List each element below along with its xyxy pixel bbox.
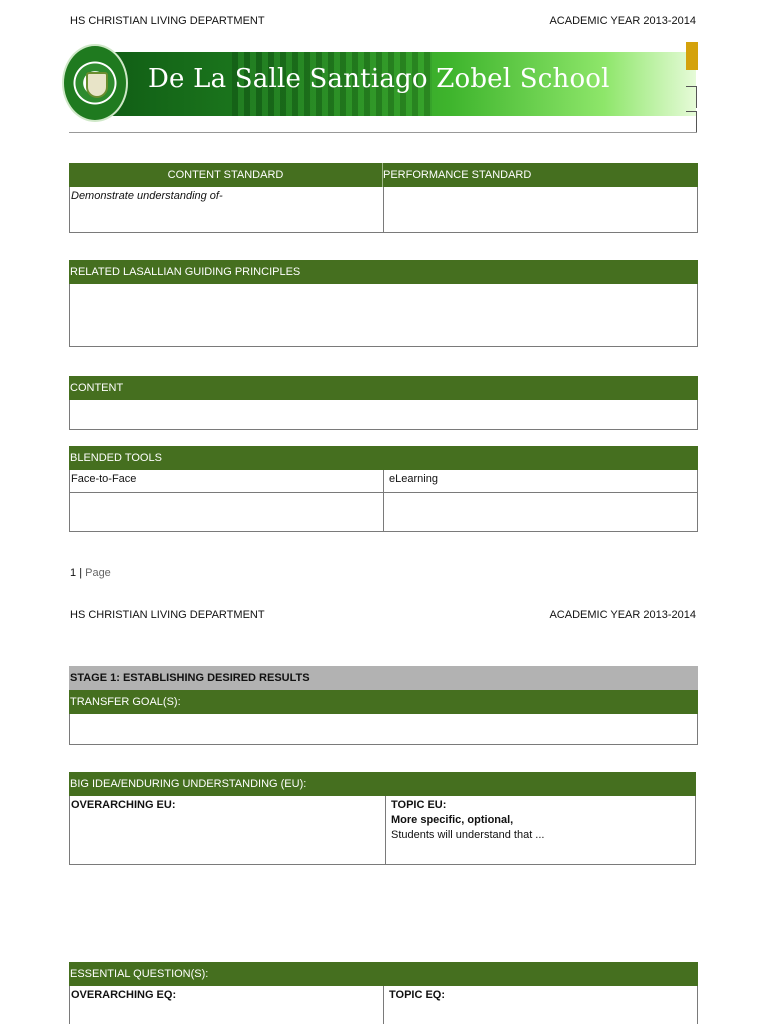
divider xyxy=(696,86,697,108)
elearning-label: eLearning xyxy=(389,473,438,485)
essential-questions-section xyxy=(69,962,698,1024)
essential-questions-header: ESSENTIAL QUESTION(S): xyxy=(69,962,698,986)
blended-tools-header: BLENDED TOOLS xyxy=(69,446,698,470)
stage1-section xyxy=(69,666,698,745)
page-number-value: 1 xyxy=(70,567,77,579)
performance-standard-header: PERFORMANCE STANDARD xyxy=(383,163,698,187)
academic-year: ACADEMIC YEAR 2013-2014 xyxy=(549,15,696,27)
big-idea-section xyxy=(69,772,696,865)
face-to-face-label: Face-to-Face xyxy=(70,470,384,492)
topic-eu-cell[interactable] xyxy=(386,796,695,864)
stage1-header: STAGE 1: ESTABLISHING DESIRED RESULTS xyxy=(69,666,698,690)
page-number xyxy=(70,567,111,579)
transfer-goals-value[interactable] xyxy=(69,714,698,745)
content-value[interactable] xyxy=(69,400,698,430)
content-standard-header: CONTENT STANDARD xyxy=(69,163,383,187)
overarching-eu-label[interactable]: OVERARCHING EU: xyxy=(70,796,386,864)
guiding-principles-header: RELATED LASALLIAN GUIDING PRINCIPLES xyxy=(69,260,698,284)
page-header xyxy=(70,609,696,621)
page-label: Page xyxy=(85,567,111,579)
topic-eu-note: More specific, optional, xyxy=(391,814,514,826)
school-banner xyxy=(62,44,696,122)
performance-standard-value[interactable] xyxy=(384,187,697,232)
divider xyxy=(69,132,697,133)
face-to-face-value[interactable] xyxy=(70,493,384,531)
standards-table xyxy=(69,163,698,233)
page-header xyxy=(70,15,696,27)
academic-year: ACADEMIC YEAR 2013-2014 xyxy=(549,609,696,621)
gold-tab xyxy=(686,42,698,70)
overarching-eq-label[interactable]: OVERARCHING EQ: xyxy=(70,986,384,1024)
transfer-goals-header: TRANSFER GOAL(S): xyxy=(69,690,698,714)
guiding-principles-section xyxy=(69,260,698,347)
topic-eq-label[interactable]: TOPIC EQ: xyxy=(389,989,446,1001)
big-idea-header: BIG IDEA/ENDURING UNDERSTANDING (EU): xyxy=(69,772,696,796)
content-header: CONTENT xyxy=(69,376,698,400)
divider xyxy=(696,111,697,133)
guiding-principles-value[interactable] xyxy=(69,284,698,347)
department-name: HS CHRISTIAN LIVING DEPARTMENT xyxy=(70,15,265,27)
school-seal-icon xyxy=(62,44,128,122)
department-name: HS CHRISTIAN LIVING DEPARTMENT xyxy=(70,609,265,621)
page-separator: | xyxy=(79,567,83,579)
content-section xyxy=(69,376,698,430)
blended-tools-section xyxy=(69,446,698,532)
content-standard-value[interactable]: Demonstrate understanding of- xyxy=(70,187,384,232)
topic-eu-label: TOPIC EU: xyxy=(391,799,447,811)
elearning-value[interactable] xyxy=(384,493,697,531)
shield-icon xyxy=(86,72,108,98)
topic-eu-text: Students will understand that ... xyxy=(391,829,545,841)
school-name: De La Salle Santiago Zobel School xyxy=(148,64,610,94)
